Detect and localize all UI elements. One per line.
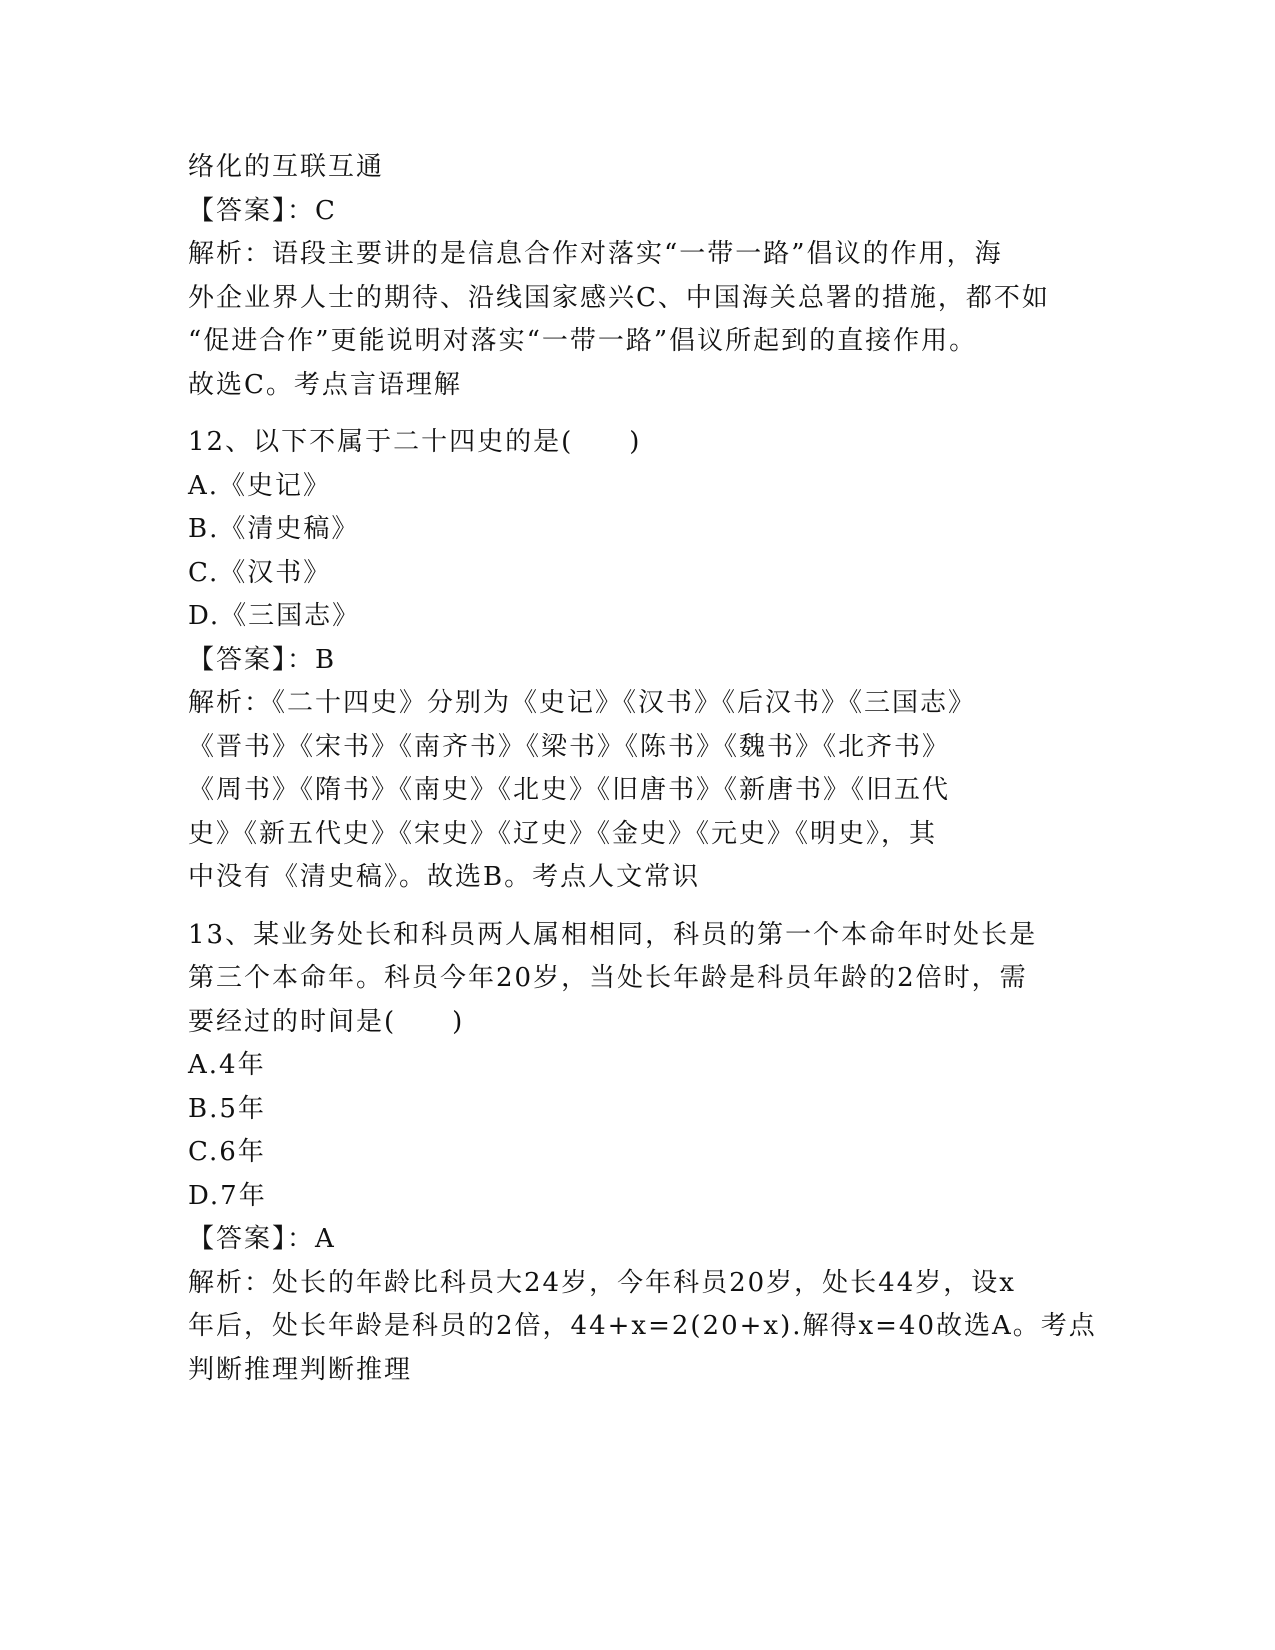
question-13-analysis-line: 解析：处长的年龄比科员大24岁，今年科员20岁，处长44岁，设x: [188, 1267, 1016, 1298]
prev-question-block: [188, 146, 1088, 407]
prev-analysis-line: 解析：语段主要讲的是信息合作对落实“一带一路”倡议的作用，海: [188, 239, 1003, 269]
document-content: [188, 146, 1097, 1392]
question-13-stem-line: 第三个本命年。科员今年20岁，当处长年龄是科员年龄的2倍时，需: [188, 963, 1028, 993]
question-13-option-a: A.4年: [188, 1050, 266, 1080]
question-13-stem-line: 13、某业务处长和科员两人属相相同，科员的第一个本命年时处长是: [188, 919, 1038, 950]
question-12-analysis-line: 《周书》《隋书》《南史》《北史》《旧唐书》《新唐书》《旧五代: [188, 775, 951, 805]
question-12-option-c: C.《汉书》: [188, 557, 332, 588]
question-12-answer: 【答案】：B: [188, 644, 337, 675]
question-12-analysis-line: 《晋书》《宋书》《南齐书》《梁书》《陈书》《魏书》《北齐书》: [188, 731, 951, 762]
question-13-block: [188, 914, 1097, 1393]
spacer: [188, 407, 1088, 421]
question-13-analysis-line: 判断推理判断推理: [188, 1354, 413, 1385]
question-13-option-d: D.7年: [188, 1180, 267, 1211]
question-13-option-c: C.6年: [188, 1137, 266, 1167]
question-12-analysis-line: 解析：《二十四史》分别为《史记》《汉书》《后汉书》《三国志》: [188, 688, 977, 718]
question-12-option-b: B.《清史稿》: [188, 514, 360, 544]
question-12-analysis-line: 史》《新五代史》《宋史》《辽史》《金史》《元史》《明史》，其: [188, 818, 938, 849]
question-12-block: [188, 421, 1088, 900]
question-12-option-a: A.《史记》: [188, 470, 332, 501]
prev-question-tail: 络化的互联互通: [188, 152, 385, 182]
question-13-stem-line: 要经过的时间是( ): [188, 1006, 465, 1037]
spacer: [188, 900, 1088, 914]
question-13-answer: 【答案】：A: [188, 1224, 336, 1254]
prev-analysis-line: 故选C。考点言语理解: [188, 369, 462, 400]
question-12-stem: 12、以下不属于二十四史的是( ): [188, 427, 642, 457]
question-12-analysis-line: 中没有《清史稿》。故选B。考点人文常识: [188, 862, 701, 892]
question-13-option-b: B.5年: [188, 1093, 266, 1124]
prev-analysis-line: 外企业界人士的期待、沿线国家感兴C、中国海关总署的措施，都不如: [188, 282, 1050, 313]
prev-answer: 【答案】：C: [188, 195, 337, 226]
question-13-analysis-line: 年后，处长年龄是科员的2倍，44+x=2(20+x).解得x=40故选A。考点: [188, 1311, 1097, 1341]
prev-analysis-line: “促进合作”更能说明对落实“一带一路”倡议所起到的直接作用。: [188, 326, 978, 356]
question-12-option-d: D.《三国志》: [188, 601, 361, 631]
